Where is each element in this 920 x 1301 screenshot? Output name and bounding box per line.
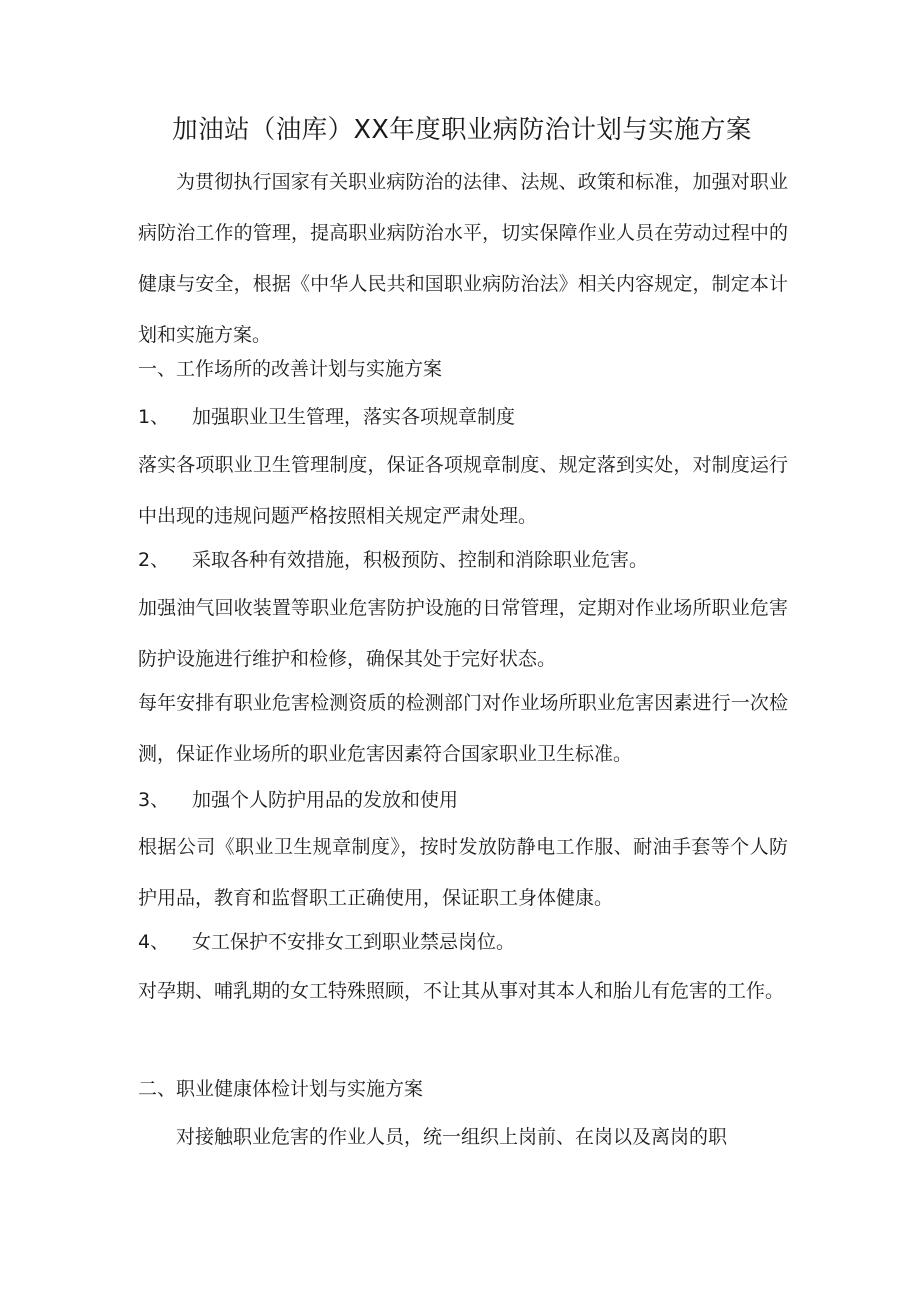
item-4-title: 女工保护不安排女工到职业禁忌岗位。: [192, 931, 516, 953]
item-1-title: 加强职业卫生管理，落实各项规章制度: [192, 406, 516, 428]
document-title: 加油站（油库）XX年度职业病防治计划与实施方案: [172, 115, 752, 145]
item-3-heading: [138, 775, 788, 826]
item-3-paragraph: 根据公司《职业卫生规章制度》，按时发放防静电工作服、耐油手套等个人防护用品，教育和监督职工正确使用，保证职工身体健康。: [138, 836, 788, 909]
section-2-heading: 二、职业健康体检计划与实施方案: [138, 1078, 424, 1100]
item-3-number: 3、: [138, 789, 170, 811]
intro-paragraph: 为贯彻执行国家有关职业病防治的法律、法规、政策和标准，加强对职业病防治工作的管理，提高职业病防治水平，切实保障作业人员在劳动过程中的健康与安全，根据《中华人民共和国职业病防治法》相关内容规定，制定本计划和实施方案。: [138, 171, 788, 346]
item-2-number: 2、: [138, 549, 170, 571]
item-1-heading: [138, 392, 788, 443]
item-1-number: 1、: [138, 406, 170, 428]
item-2-title: 采取各种有效措施，积极预防、控制和消除职业危害。: [192, 549, 649, 571]
item-2-paragraph-1: 加强油气回收装置等职业危害防护设施的日常管理，定期对作业场所职业危害防护设施进行维护和检修，确保其处于完好状态。: [138, 597, 788, 670]
item-4-paragraph: 对孕期、哺乳期的女工特殊照顾，不让其从事对其本人和胎儿有危害的工作。: [138, 980, 785, 1002]
section-1-heading: 一、工作场所的改善计划与实施方案: [138, 358, 443, 380]
item-4-number: 4、: [138, 931, 170, 953]
section-2-paragraph: 对接触职业危害的作业人员，统一组织上岗前、在岗以及离岗的职: [176, 1126, 728, 1148]
item-1-paragraph: 落实各项职业卫生管理制度，保证各项规章制度、规定落到实处，对制度运行中出现的违规问题严格按照相关规定严肃处理。: [138, 454, 788, 527]
item-3-title: 加强个人防护用品的发放和使用: [192, 789, 459, 811]
item-2-heading: [138, 535, 788, 586]
item-4-heading: [138, 917, 788, 968]
item-2-paragraph-2: 每年安排有职业危害检测资质的检测部门对作业场所职业危害因素进行一次检测，保证作业场所的职业危害因素符合国家职业卫生标准。: [138, 692, 788, 765]
